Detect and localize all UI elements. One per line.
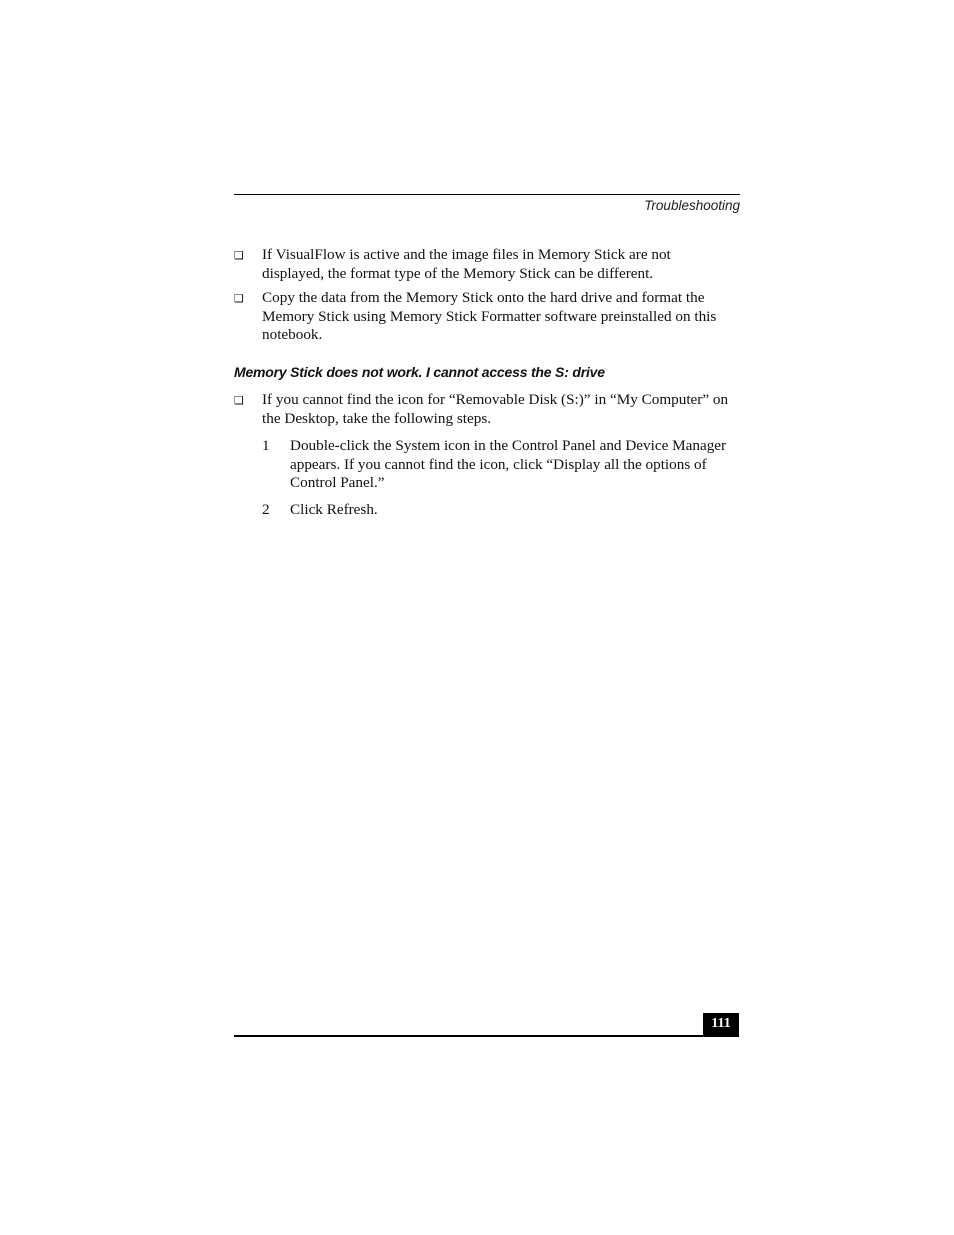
text-line: Control Panel.” [290, 474, 385, 492]
running-header-title: Troubleshooting [644, 198, 740, 213]
text-line: If VisualFlow is active and the image files in Memory Stick are not [262, 246, 671, 263]
section-heading: Memory Stick does not work. I cannot access the S: drive [234, 364, 605, 380]
page-number-badge: 111 [703, 1013, 739, 1037]
step-text [290, 501, 740, 520]
text-line: Click Refresh. [290, 501, 378, 518]
numbered-step [262, 501, 740, 520]
checkbox-bullet-icon: ❑ [234, 249, 244, 262]
list-item [234, 391, 740, 428]
text-line: notebook. [262, 326, 323, 344]
list-item-text [262, 246, 740, 283]
text-line: Copy the data from the Memory Stick onto the hard drive and format the [262, 289, 705, 306]
text-line: If you cannot find the icon for “Removable Disk (S:)” in “My Computer” on [262, 391, 729, 408]
text-line: displayed, the format type of the Memory Stick can be different. [262, 264, 654, 282]
checkbox-bullet-icon: ❑ [234, 394, 244, 407]
step-text [290, 437, 740, 493]
text-line: appears. If you cannot find the icon, click “Display all the options of [290, 455, 707, 473]
list-item-text [262, 391, 740, 428]
text-line: Double-click the System icon in the Control Panel and Device Manager [290, 437, 727, 454]
step-number: 1 [262, 437, 270, 454]
list-item-text [262, 289, 740, 345]
footer-rule [234, 1035, 739, 1037]
numbered-step [262, 437, 740, 493]
list-item [234, 246, 740, 283]
text-line: the Desktop, take the following steps. [262, 409, 492, 427]
header-rule [234, 194, 740, 195]
text-line: Memory Stick using Memory Stick Formatter software preinstalled on this [262, 307, 717, 325]
checkbox-bullet-icon: ❑ [234, 292, 244, 305]
list-item [234, 289, 740, 345]
step-number: 2 [262, 501, 270, 518]
